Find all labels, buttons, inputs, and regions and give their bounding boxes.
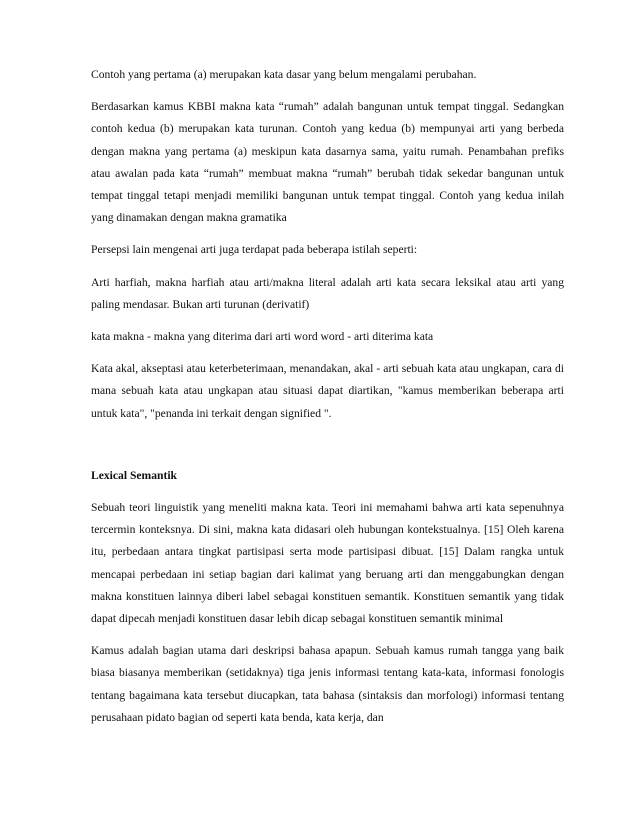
paragraph-contoh-pertama: Contoh yang pertama (a) merupakan kata dasar yang belum mengalami perubahan.: [91, 68, 477, 81]
paragraph-persepsi: Persepsi lain mengenai arti juga terdapat pada beberapa istilah seperti:: [91, 243, 418, 257]
paragraph-kata-akal: Kata akal, akseptasi atau keterbeterimaan, menandakan, akal - arti sebuah kata atau ungkapan, cara di mana sebuah kata atau ungkapan atau situasi dapat diartikan, "kamus memberikan beberapa arti untuk kata", "penanda ini terkait dengan signified ".: [91, 362, 564, 420]
paragraph-kata-makna: kata makna - makna yang diterima dari arti word word - arti diterima kata: [91, 330, 434, 344]
document-page: [91, 64, 564, 739]
section-heading-lexical-semantik: Lexical Semantik: [91, 468, 177, 482]
paragraph-kbbi-rumah: Berdasarkan kamus KBBI makna kata “rumah” adalah bangunan untuk tempat tinggal. Sedangkan contoh kedua (b) merupakan kata turunan. Contoh yang kedua (b) mempunyai arti yang berbeda dengan makna yang pertama (a) meskipun kata dasarnya sama, yaitu rumah. Penambahan prefiks atau awalan pada kata “rumah” membuat makna “rumah” berubah tidak sekedar bangunan untuk tempat tinggal tetapi menjadi memiliki bangunan untuk tempat tinggal. Contoh yang kedua inilah yang dinamakan dengan makna gramatika: [91, 100, 564, 225]
paragraph-arti-harfiah: Arti harfiah, makna harfiah atau arti/makna literal adalah arti kata secara leksikal atau arti yang paling mendasar. Bukan arti turunan (derivatif): [91, 275, 564, 311]
paragraph-kamus: Kamus adalah bagian utama dari deskripsi bahasa apapun. Sebuah kamus rumah tangga yang baik biasa biasanya memberikan (setidaknya) tiga jenis informasi tentang kata-kata, informasi fonologis tentang bagaimana kata tersebut diucapkan, tata bahasa (sintaksis dan morfologi) informasi tentang perusahaan pidato bagian od seperti kata benda, kata kerja, dan: [91, 644, 564, 724]
paragraph-teori-linguistik: Sebuah teori linguistik yang meneliti makna kata. Teori ini memahami bahwa arti kata sepenuhnya tercermin konteksnya. Di sini, makna kata didasari oleh hubungan kontekstualnya. [15] Oleh karena itu, perbedaan antara tingkat partisipasi serta mode partisipasi dibuat. [15] Dalam rangka untuk mencapai perbedaan ini setiap bagian dari kalimat yang beruang arti dan menggabungkan dengan makna konstituen lainnya diberi label sebagai konstituen semantik. Konstituen semantik yang tidak dapat dipecah menjadi konstituen dasar lebih dicap sebagai konstituen semantik minimal: [91, 501, 564, 626]
